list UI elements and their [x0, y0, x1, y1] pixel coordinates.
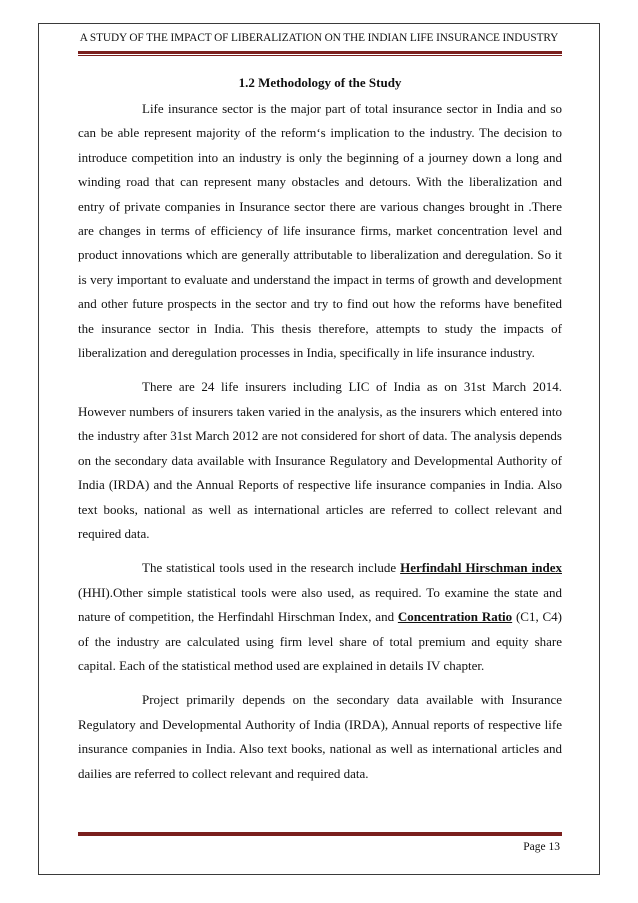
- section-title: 1.2 Methodology of the Study: [238, 75, 402, 90]
- paragraph-2: There are 24 life insurers including LIC of India as on 31st March 2014. However numbers of insurers taken varied in the analysis, as the insurers which entered into the industry after 31st March 2012 are not considered for short of data. The analysis depends on the secondary data available with Insurance Regulatory and Developmental Authority of India (IRDA) and the Annual Reports of respective life insurance companies in India. Also text books, national as well as international articles are referred to collect relevant and required data.: [78, 379, 562, 541]
- paragraph-1: Life insurance sector is the major part of total insurance sector in India and so can be able represent majority of the reform‘s implication to the industry. The decision to introduce competition into an industry is only the beginning of a journey down a long and winding road that can represent many obstacles and detours. With the liberalization and entry of private companies in Insurance sector there are various changes brought in .There are changes in terms of efficiency of life insurance firms, market concentration level and product innovations which are generally attributable to liberalization and deregulation. So it is very important to evaluate and understand the impact in terms of growth and development and other future prospects in the sector and try to find out how the reforms have benefited the insurance sector in India. This thesis therefore, attempts to study the impacts of liberalization and deregulation processes in India, specifically in life insurance industry.: [78, 101, 562, 361]
- running-header: A STUDY OF THE IMPACT OF LIBERALIZATION ON THE INDIAN LIFE INSURANCE INDUSTRY: [79, 32, 559, 44]
- header-rule: [78, 51, 562, 56]
- concentration-ratio-link[interactable]: Concentration Ratio: [397, 609, 513, 625]
- footer-rule: [78, 831, 562, 836]
- paragraph-4: Project primarily depends on the secondary data available with Insurance Regulatory and Developmental Authority of India (IRDA), Annual reports of respective life insurance companies in India. Also text books, national as well as international articles and dailies are referred to collect relevant and required data.: [78, 692, 562, 781]
- hhi-link[interactable]: Herfindahl Hirschman index: [400, 560, 562, 576]
- body-text: [78, 97, 562, 796]
- page-number: Page 13: [523, 841, 560, 853]
- paragraph-3: The statistical tools used in the research include Herfindahl Hirschman index (HHI).Other simple statistical tools were also used, as required. To examine the state and nature of competition, the Herfindahl Hirschman Index, and Concentration Ratio (C1, C4) of the industry are calculated using firm level share of total premium and equity share capital. Each of the statistical method used are explained in details IV chapter.: [78, 560, 563, 673]
